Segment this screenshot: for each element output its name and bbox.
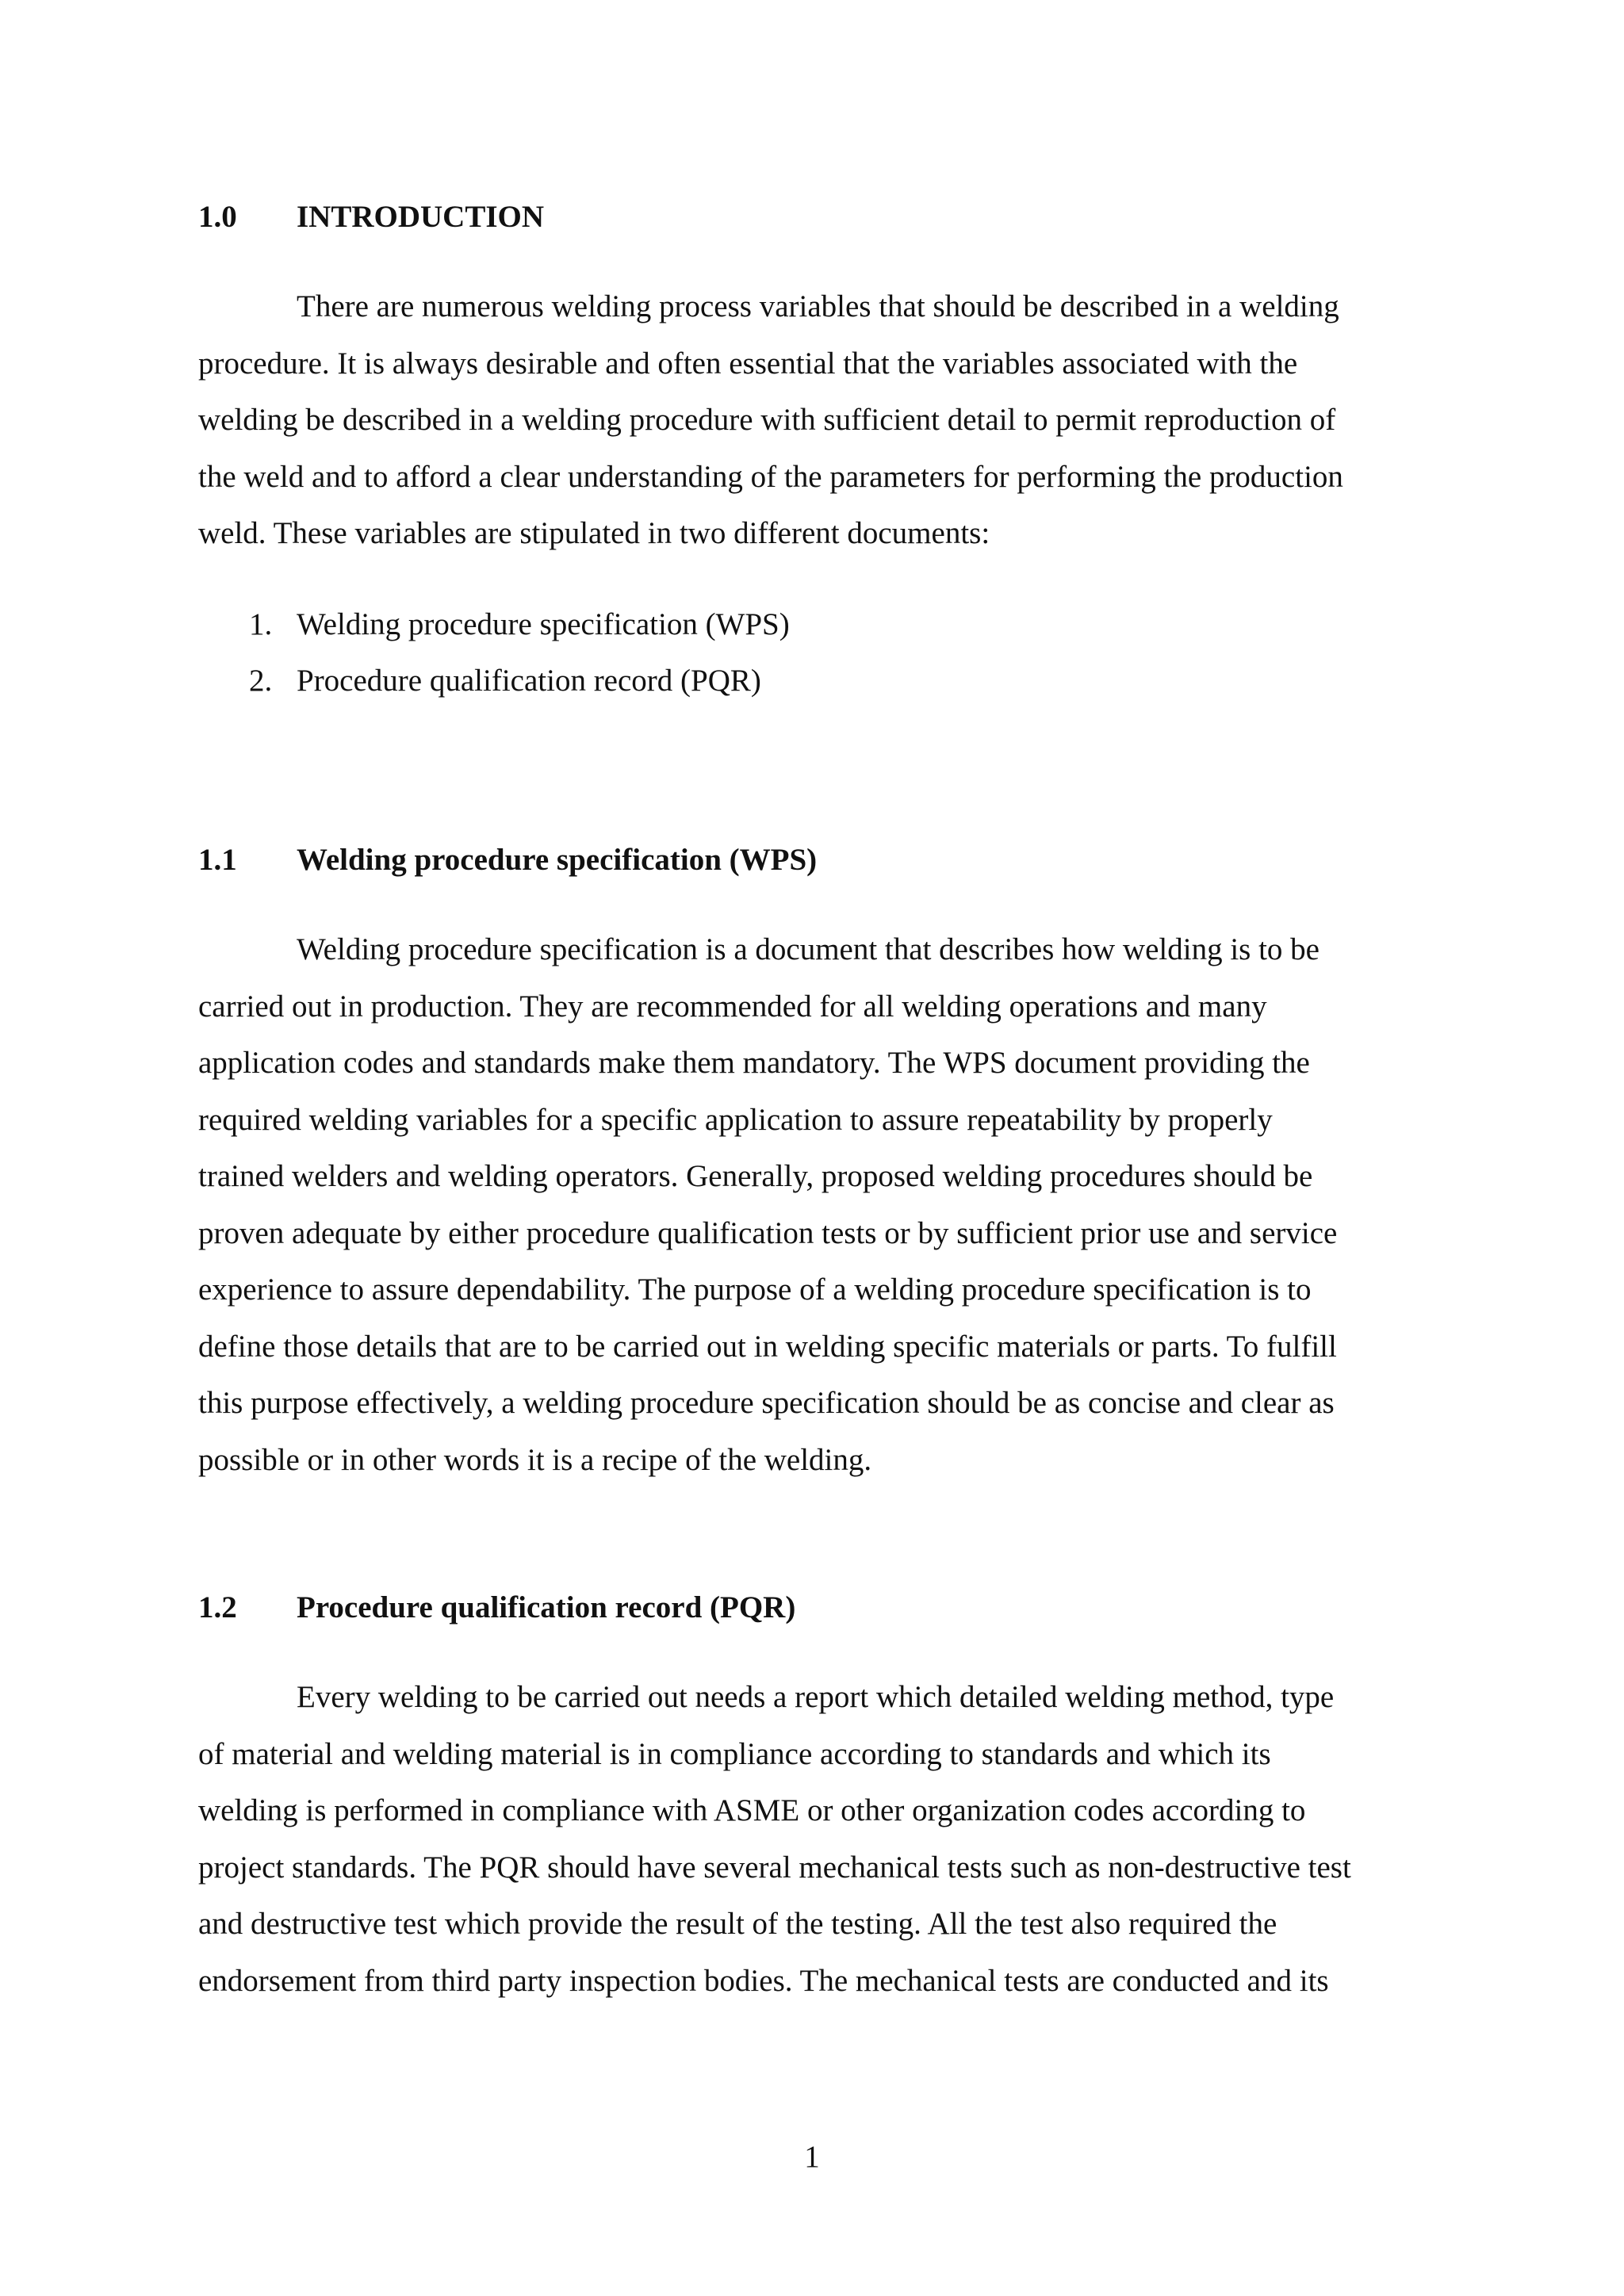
section-number: 1.2 [198,1590,237,1624]
paragraph-line: welding is performed in compliance with ASME or other organization codes according to [198,1793,1306,1827]
paragraph-line: weld. These variables are stipulated in two different documents: [198,516,990,550]
page-number: 1 [804,2140,820,2174]
paragraph-line: experience to assure dependability. The purpose of a welding procedure specification is to [198,1272,1312,1307]
paragraph-line: welding be described in a welding procedure with sufficient detail to permit reproduction of [198,403,1336,437]
section-heading-pqr [198,1589,795,1627]
paragraph-line: carried out in production. They are recommended for all welding operations and many [198,989,1267,1024]
list-item [198,652,790,709]
paragraph-introduction [198,278,1435,562]
list-item [198,596,790,652]
list-item-text: Procedure qualification record (PQR) [297,664,761,698]
section-number: 1.1 [198,843,237,877]
section-title: Procedure qualification record (PQR) [297,1590,796,1624]
paragraph-line: and destructive test which provide the result of the testing. All the test also required the [198,1907,1277,1941]
paragraph-line: the weld and to afford a clear understanding of the parameters for performing the production [198,459,1343,494]
list-item-text: Welding procedure specification (WPS) [297,607,790,641]
paragraph-line: of material and welding material is in compliance according to standards and which its [198,1736,1271,1771]
paragraph-line: project standards. The PQR should have several mechanical tests such as non-destructive test [198,1850,1351,1885]
paragraph-line: required welding variables for a specific application to assure repeatability by properly [198,1102,1273,1137]
paragraph-line: define those details that are to be carried out in welding specific materials or parts. To fulfill [198,1329,1337,1364]
section-heading-wps [198,841,817,879]
paragraph-line: Welding procedure specification is a document that describes how welding is to be [297,932,1320,966]
paragraph-line: this purpose effectively, a welding procedure specification should be as concise and clear as [198,1386,1335,1420]
list-marker: 2. [249,664,273,698]
paragraph-line: Every welding to be carried out needs a report which detailed welding method, type [297,1680,1335,1714]
section-number: 1.0 [198,200,237,234]
paragraph-line: proven adequate by either procedure qualification tests or by sufficient prior use and service [198,1215,1338,1250]
paragraph-line: possible or in other words it is a recipe of the welding. [198,1442,872,1477]
paragraph-wps [198,921,1435,1488]
section-title: Welding procedure specification (WPS) [297,843,818,877]
section-heading-introduction [198,198,544,236]
paragraph-line: There are numerous welding process variables that should be described in a welding [297,289,1339,323]
paragraph-line: endorsement from third party inspection bodies. The mechanical tests are conducted and its [198,1963,1329,1998]
paragraph-pqr [198,1669,1435,2009]
paragraph-line: procedure. It is always desirable and often essential that the variables associated with the [198,346,1298,381]
document-list [198,596,790,709]
paragraph-line: trained welders and welding operators. Generally, proposed welding procedures should be [198,1159,1313,1193]
paragraph-line: application codes and standards make them mandatory. The WPS document providing the [198,1046,1310,1080]
section-title: INTRODUCTION [297,200,545,234]
list-marker: 1. [249,607,273,641]
